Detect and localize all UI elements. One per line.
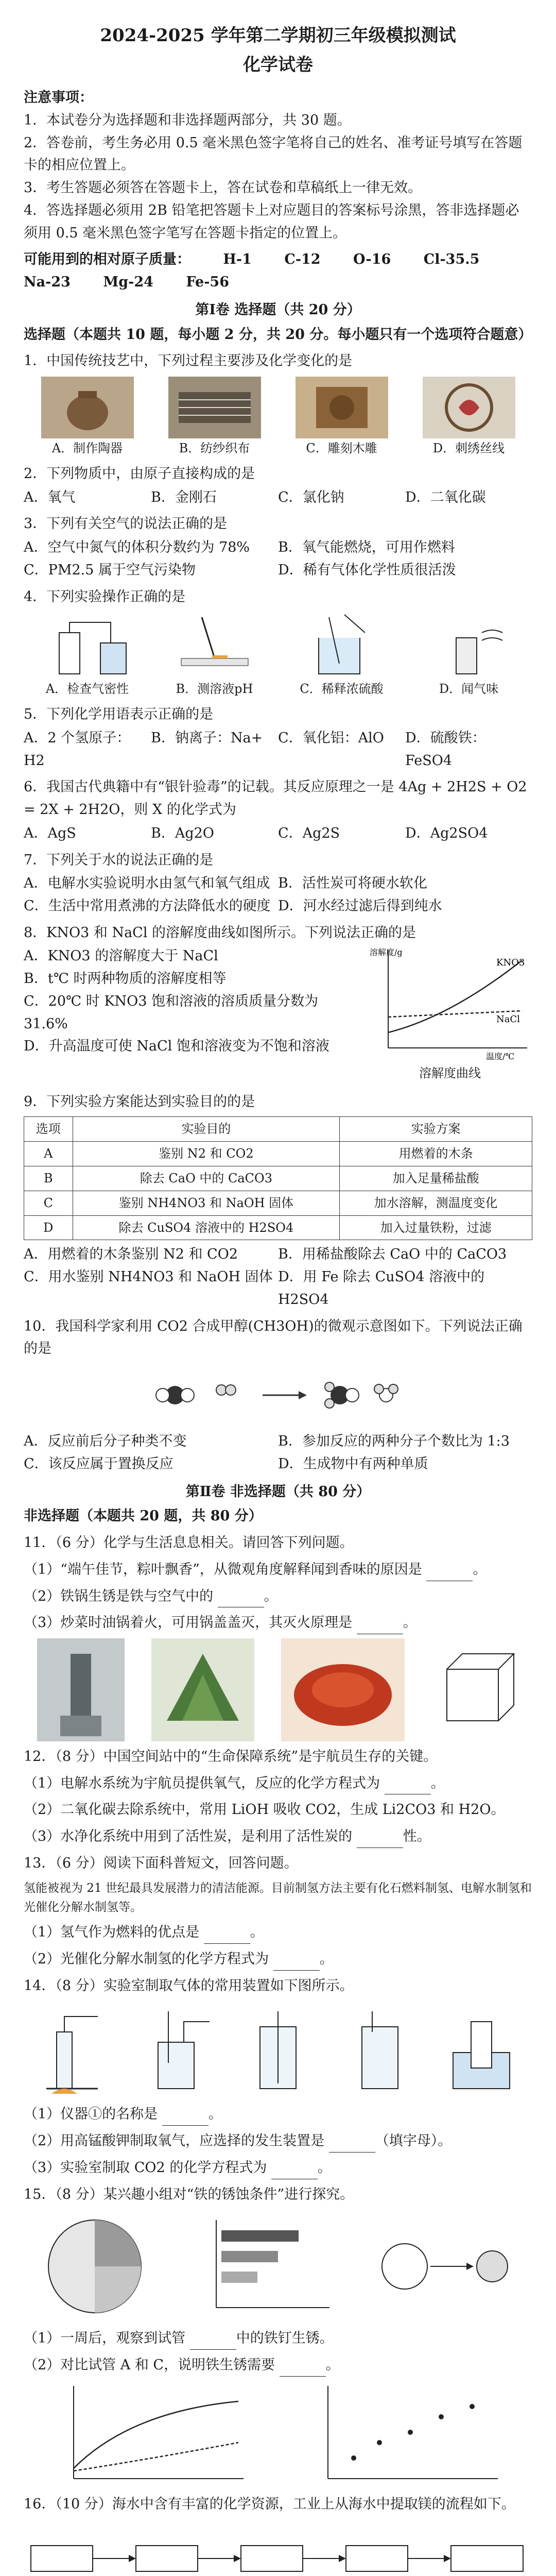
figure-caption: D．闻气味: [439, 682, 499, 697]
q14-apparatus: [24, 2001, 532, 2099]
table-header: 选项: [24, 1117, 73, 1142]
note-item: 1．本试卷分为选择题和非选择题两部分，共 30 题。: [24, 112, 351, 128]
sub-question-text: （2）铁锅生锈是铁与空气中的: [24, 1588, 214, 1604]
question-options: [24, 727, 532, 772]
sub-question-text: （1）电解水系统为宇航员提供氧气，反应的化学方程式为: [24, 1775, 380, 1791]
question-stem: 4．下列实验操作正确的是: [24, 588, 186, 605]
option: D．稀有气体化学性质很活泼: [278, 562, 456, 578]
table-cell: 加入足量稀盐酸: [340, 1166, 532, 1191]
statue-image: [37, 1638, 125, 1741]
table-cell: A: [24, 1141, 73, 1166]
table-cell: 除去 CaO 中的 CaCO3: [73, 1166, 340, 1191]
reaction-figure: [363, 2210, 518, 2323]
part2-instructions: 非选择题（本题共 20 题，共 80 分）: [24, 1508, 263, 1524]
question-stem: 8．KNO3 和 NaCl 的溶解度曲线如图所示。下列说法正确的是: [24, 924, 416, 941]
notes-head: 注意事项：: [24, 90, 93, 106]
process-flowchart: [26, 2520, 530, 2576]
question-options: [24, 1243, 532, 1311]
answer-blank[interactable]: [190, 2334, 236, 2350]
option: D．河水经过滤后得到纯水: [278, 898, 442, 914]
option: D．硫酸铁：FeSO4: [405, 730, 486, 769]
q1-figures: [24, 377, 532, 459]
question-stem: 15．（8 分）某兴趣小组对“铁的锈蚀条件”进行探究。: [24, 2186, 354, 2202]
part1-title: 第Ⅰ卷 选择题（共 20 分）: [195, 301, 361, 318]
kno3-label: KNO3: [496, 957, 525, 969]
atom-mass: O-16: [353, 251, 391, 268]
figure-woodcarving: [296, 377, 388, 459]
answer-blank[interactable]: [271, 2163, 318, 2179]
option: D．Ag2SO4: [405, 825, 488, 841]
option: C．用水鉴别 NH4NO3 和 NaOH 固体: [24, 1269, 273, 1285]
table-cell: B: [24, 1166, 73, 1191]
question-options: [24, 822, 532, 845]
option: B．Ag2O: [151, 825, 214, 841]
apparatus-b: [137, 2001, 215, 2099]
question-stem: 2．下列物质中，由原子直接构成的是: [24, 465, 255, 482]
question-stem: 16．（10 分）海水中含有丰富的化学资源，工业上从海水中提取镁的流程如下。: [24, 2496, 515, 2512]
option: A．电解水实验说明水由氢气和氧气组成: [24, 875, 270, 892]
table-cell: 鉴别 NH4NO3 和 NaOH 固体: [73, 1191, 340, 1215]
atomic-masses: [24, 248, 532, 293]
sub-question-text: （2）光催化分解水制氢的化学方程式为: [24, 1951, 269, 1967]
table-cell: 加水溶解，测温度变化: [340, 1191, 532, 1215]
table-row: [24, 1141, 532, 1166]
figure-caption: D．刺绣丝线: [432, 440, 505, 455]
q9-table: [24, 1116, 532, 1240]
option: B．钠离子：Na+: [151, 730, 263, 746]
option: B．参加反应的两种分子个数比为 1:3: [278, 1433, 510, 1450]
option: B．氧气能燃烧，可用作燃料: [278, 539, 455, 556]
exam-subtitle: 化学试卷: [243, 55, 313, 76]
figure-airtight-check: [44, 612, 131, 699]
atom-mass: Cl-35.5: [423, 251, 480, 268]
apparatus-e: [443, 2001, 520, 2099]
question-stem: 9．下列实验方案能达到实验目的的是: [24, 1094, 255, 1110]
q15-figures: [24, 2210, 532, 2323]
curve-chart: [53, 2381, 249, 2489]
solubility-chart: [368, 945, 532, 1063]
sub-question: （1）电解水系统为宇航员提供氧气，反应的化学方程式为 。: [24, 1772, 532, 1795]
option: C．该反应属于置换反应: [24, 1455, 173, 1472]
sub-question-text: （3）水净化系统中用到了活性炭，是利用了活性炭的: [24, 1828, 353, 1845]
note-item: 2．答卷前，考生务必用 0.5 毫米黑色签字笔将自己的姓名、准考证号填写在答题卡的相应位置上。: [24, 134, 523, 174]
figure-smell: [425, 612, 513, 699]
figure-caption: B．测溶液pH: [176, 682, 253, 697]
sub-question: （2）二氧化碳去除系统中，常用 LiOH 吸收 CO2，生成 Li2CO3 和 H2O。: [24, 1802, 505, 1818]
q10-figure: [24, 1364, 532, 1426]
reading-passage: 氢能被视为 21 世纪最具发展潜力的清洁能源。目前制氢方法主要有化石燃料制氢、电解水制氢和光催化分解水制氢等。: [24, 1881, 532, 1914]
answer-blank[interactable]: [329, 2137, 375, 2153]
sub-question: （3）水净化系统中用到了活性炭，是利用了活性炭的 性。: [24, 1825, 532, 1848]
option: B．用稀盐酸除去 CaO 中的 CaCO3: [278, 1246, 507, 1263]
answer-blank[interactable]: [218, 1592, 264, 1608]
sub-question: （1）“端午佳节，粽叶飘香”，从微观角度解释闻到香味的原因是 。: [24, 1558, 532, 1581]
sub-question: （2）用高锰酸钾制取氧气，应选择的发生装置是 （填字母）。: [24, 2130, 532, 2153]
sub-question-text: （1）氢气作为燃料的优点是: [24, 1924, 200, 1941]
apparatus-c: [239, 2001, 317, 2099]
table-cell: 鉴别 N2 和 CO2: [73, 1141, 340, 1166]
pie-figure: [38, 2210, 172, 2323]
figure-pottery: [41, 377, 134, 459]
y-axis-label: 溶解度/g: [370, 947, 403, 958]
molecule-diagram: [144, 1364, 412, 1426]
figure-ph-test: [171, 612, 258, 699]
table-cell: 加入过量铁粉，过滤: [340, 1215, 532, 1240]
option: D．二氧化碳: [405, 489, 486, 505]
apparatus-d: [341, 2001, 419, 2099]
table-row: [24, 1191, 532, 1215]
option: D．生成物中有两种单质: [278, 1455, 428, 1472]
zongzi-image: [151, 1638, 254, 1741]
option: A．KNO3 的溶解度大于 NaCl: [24, 948, 218, 964]
answer-blank[interactable]: [357, 1618, 403, 1634]
sub-question-text: （1）仪器①的名称是: [24, 2106, 158, 2123]
option: B．t℃ 时两种物质的溶解度相等: [24, 971, 227, 987]
q16-flowchart: [24, 2520, 532, 2576]
option: B．活性炭可将硬水软化: [278, 875, 427, 892]
figure-caption: C．雕刻木雕: [306, 440, 377, 455]
option: C．氯化钠: [278, 489, 344, 505]
cube-diagram: [431, 1638, 519, 1741]
sub-question-text: （3）实验室制取 CO2 的化学方程式为: [24, 2159, 267, 2176]
answer-blank[interactable]: [357, 1832, 403, 1848]
question-stem: 5．下列化学用语表示正确的是: [24, 706, 214, 723]
table-header: 实验方案: [340, 1117, 532, 1142]
atoms-label: 可能用到的相对原子质量：: [24, 251, 190, 268]
question-options: [24, 1430, 532, 1475]
option: B．金刚石: [151, 489, 217, 505]
notes-block: [24, 87, 532, 294]
sub-question: （3）炒菜时油锅着火，可用锅盖盖灭，其灭火原理是 。: [24, 1612, 532, 1634]
q15-curve-figure: [24, 2381, 532, 2489]
option: A．用燃着的木条鉴别 N2 和 CO2: [24, 1246, 238, 1263]
answer-blank[interactable]: [385, 1779, 431, 1795]
scatter-chart: [307, 2381, 503, 2489]
sub-question: （2）光催化分解水制氢的化学方程式为 。: [24, 1948, 532, 1971]
table-cell: C: [24, 1191, 73, 1215]
note-item: 4．答选择题必须用 2B 铅笔把答题卡上对应题目的答案标号涂黑，答非选择题必须用 0.5 毫米黑色签字笔写在答题卡指定的位置上。: [24, 202, 519, 241]
table-cell: 用燃着的木条: [340, 1141, 532, 1166]
sub-question-text: （1）“端午佳节，粽叶飘香”，从微观角度解释闻到香味的原因是: [24, 1561, 422, 1578]
crayfish-image: [281, 1638, 405, 1741]
nacl-label: NaCl: [496, 1014, 520, 1025]
figure-caption: B．纺纱织布: [179, 440, 250, 455]
question-stem: 1．中国传统技艺中，下列过程主要涉及化学变化的是: [24, 353, 353, 369]
q11-figures: [24, 1638, 532, 1741]
table-cell: D: [24, 1215, 73, 1240]
question-stem: 13．（6 分）阅读下面科普短文，回答问题。: [24, 1855, 298, 1871]
option: A．2 个氢原子：H2: [24, 730, 131, 769]
q4-figures: [24, 612, 532, 699]
apparatus-a: [36, 2001, 113, 2099]
question-stem: 3．下列有关空气的说法正确的是: [24, 516, 228, 532]
option: A．空气中氮气的体积分数约为 78%: [24, 539, 250, 556]
question-stem: 6．我国古代典籍中有“银针验毒”的记载。其反应原理之一是 4Ag + 2H2S + O2 = 2X + 2H2O，则 X 的化学式为: [24, 779, 527, 818]
sub-question: （1）一周后，观察到试管 中的铁钉生锈。: [24, 2327, 532, 2350]
sub-question: （1）氢气作为燃料的优点是 。: [24, 1921, 532, 1944]
answer-blank[interactable]: [273, 1955, 320, 1971]
table-row: [24, 1166, 532, 1191]
atom-mass: Na-23: [24, 274, 71, 291]
option: A．AgS: [24, 825, 76, 841]
answer-blank[interactable]: [162, 2110, 208, 2126]
atom-mass: Fe-56: [186, 274, 229, 291]
atom-mass: Mg-24: [103, 274, 153, 291]
answer-blank[interactable]: [280, 2361, 326, 2377]
figure-caption: A．制作陶器: [51, 440, 123, 455]
part1-instructions: 选择题（本题共 10 题，每小题 2 分，共 20 分。每小题只有一个选项符合题意）: [24, 326, 532, 343]
option: C．Ag2S: [278, 825, 340, 841]
question-stem: 12．（8 分）中国空间站中的“生命保障系统”是宇航员生存的关键。: [24, 1749, 438, 1765]
sub-question: （3）实验室制取 CO2 的化学方程式为 。: [24, 2157, 532, 2179]
table-row: [24, 1215, 532, 1240]
sub-question-text: （1）一周后，观察到试管: [24, 2330, 186, 2347]
atom-mass: C-12: [284, 251, 321, 268]
figure-dilute-acid: [298, 612, 386, 699]
sub-question-text: （2）对比试管 A 和 C，说明铁生锈需要: [24, 2357, 275, 2374]
answer-blank[interactable]: [426, 1565, 473, 1581]
sub-question-text: （3）炒菜时油锅着火，可用锅盖盖灭，其灭火原理是: [24, 1615, 353, 1631]
sub-question-text: （2）用高锰酸钾制取氧气，应选择的发生装置是: [24, 2133, 325, 2149]
sub-question: （1）仪器①的名称是 。: [24, 2103, 532, 2126]
sub-question: （2）铁锅生锈是铁与空气中的 。: [24, 1585, 532, 1608]
option: C．氧化铝：AlO: [278, 730, 384, 746]
option: D．用 Fe 除去 CuSO4 溶液中的 H2SO4: [278, 1269, 485, 1308]
option: C．PM2.5 属于空气污染物: [24, 562, 196, 578]
question-options: [24, 945, 360, 1058]
question-stem: 11．（6 分）化学与生活息息相关。请回答下列问题。: [24, 1535, 354, 1551]
solubility-figure: [368, 945, 532, 1083]
sub-question: （2）对比试管 A 和 C，说明铁生锈需要 。: [24, 2354, 532, 2377]
option: C．20℃ 时 KNO3 饱和溶液的溶质质量分数为 31.6%: [24, 993, 319, 1032]
table-cell: 除去 CuSO4 溶液中的 H2SO4: [73, 1215, 340, 1240]
option: A．氧气: [24, 489, 76, 505]
figure-caption: A．检查气密性: [45, 682, 129, 697]
atom-mass: H-1: [223, 251, 252, 268]
table-header: 实验目的: [73, 1117, 340, 1142]
part2-title: 第Ⅱ卷 非选择题（共 80 分）: [185, 1483, 371, 1500]
option: D．升高温度可使 NaCl 饱和溶液变为不饱和溶液: [24, 1038, 329, 1055]
question-stem: 14．（8 分）实验室制取气体的常用装置如下图所示。: [24, 1977, 354, 1994]
x-axis-label: 温度/℃: [486, 1052, 515, 1062]
question-stem: 10．我国科学家利用 CO2 合成甲醇(CH3OH)的微观示意图如下。下列说法正确的是: [24, 1318, 523, 1357]
question-options: [24, 872, 532, 917]
question-stem: 7．下列关于水的说法正确的是: [24, 852, 214, 868]
bar-figure: [201, 2210, 335, 2323]
figure-caption: 溶解度曲线: [419, 1066, 481, 1081]
figure-caption: C．稀释浓硫酸: [300, 682, 384, 697]
option: A．反应前后分子种类不变: [24, 1433, 187, 1450]
option: C．生活中常用煮沸的方法降低水的硬度: [24, 898, 271, 914]
figure-weaving: [168, 377, 261, 459]
question-options: [24, 536, 532, 581]
answer-blank[interactable]: [204, 1928, 250, 1944]
note-item: 3．考生答题必须答在答题卡上，答在试卷和草稿纸上一律无效。: [24, 180, 422, 196]
question-options: [24, 486, 532, 509]
figure-embroidery: [423, 377, 515, 459]
exam-title: 2024-2025 学年第二学期初三年级模拟测试: [100, 25, 456, 46]
